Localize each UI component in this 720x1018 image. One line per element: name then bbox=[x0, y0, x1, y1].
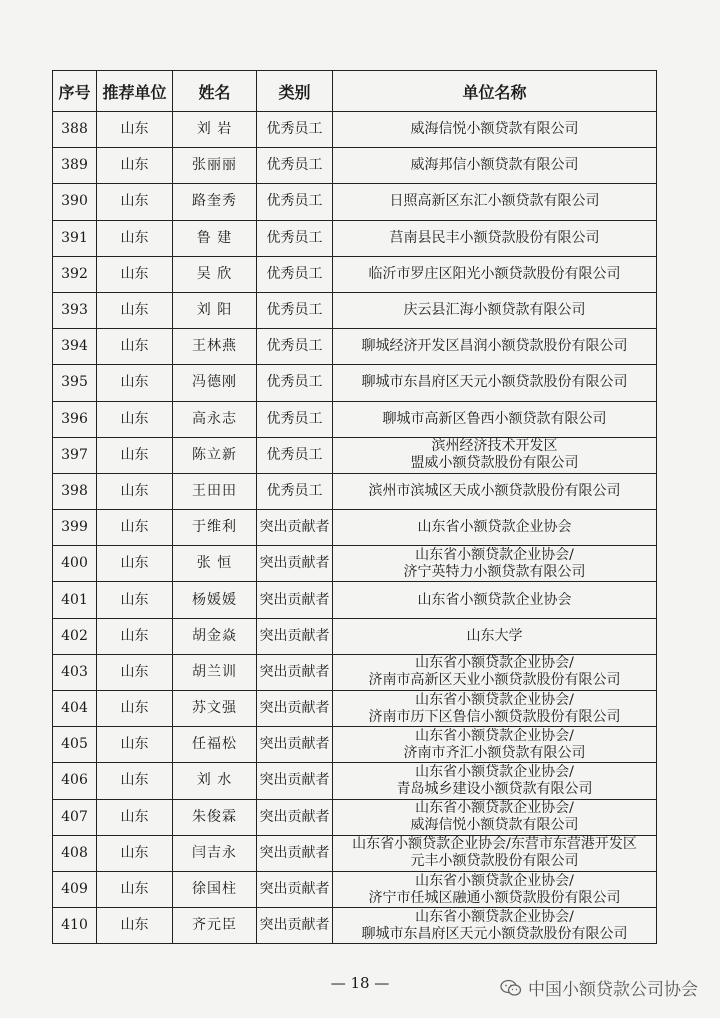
cell-organization bbox=[333, 582, 657, 618]
cell-category: 优秀员工 bbox=[257, 401, 333, 437]
cell-index: 391 bbox=[53, 220, 97, 256]
cell-name: 王田田 bbox=[173, 473, 257, 509]
cell-name: 齐元臣 bbox=[173, 908, 257, 944]
cell-organization bbox=[333, 763, 657, 799]
cell-recommending-unit: 山东 bbox=[97, 148, 173, 184]
cell-organization bbox=[333, 365, 657, 401]
cell-name: 王林燕 bbox=[173, 329, 257, 365]
organization-line: 盟威小额贷款股份有限公司 bbox=[410, 455, 579, 472]
cell-category: 优秀员工 bbox=[257, 256, 333, 292]
cell-category: 优秀员工 bbox=[257, 220, 333, 256]
table-row bbox=[53, 510, 657, 546]
cell-organization bbox=[333, 437, 657, 473]
cell-index: 408 bbox=[53, 835, 97, 871]
cell-recommending-unit: 山东 bbox=[97, 763, 173, 799]
table-row bbox=[53, 871, 657, 907]
cell-name: 杨媛媛 bbox=[173, 582, 257, 618]
cell-organization bbox=[333, 799, 657, 835]
cell-category: 突出贡献者 bbox=[257, 727, 333, 763]
organization-line: 山东省小额贷款企业协会/ bbox=[415, 872, 574, 889]
organization-line: 聊城市高新区鲁西小额贷款有限公司 bbox=[382, 410, 607, 427]
table-row bbox=[53, 799, 657, 835]
cell-name: 胡兰训 bbox=[173, 654, 257, 690]
cell-recommending-unit: 山东 bbox=[97, 329, 173, 365]
cell-name: 刘 阳 bbox=[173, 292, 257, 328]
cell-organization bbox=[333, 654, 657, 690]
organization-line: 山东省小额贷款企业协会/东营市东营港开发区 bbox=[352, 836, 637, 853]
header-name: 姓名 bbox=[173, 71, 257, 112]
organization-line: 滨州经济技术开发区 bbox=[431, 438, 558, 455]
cell-name: 胡金焱 bbox=[173, 618, 257, 654]
page-number: — 18 — bbox=[330, 974, 390, 992]
cell-category: 突出贡献者 bbox=[257, 510, 333, 546]
watermark-text: 中国小额贷款公司协会 bbox=[528, 980, 698, 1000]
cell-index: 401 bbox=[53, 582, 97, 618]
table-row bbox=[53, 727, 657, 763]
cell-recommending-unit: 山东 bbox=[97, 546, 173, 582]
table-row bbox=[53, 437, 657, 473]
table-row bbox=[53, 618, 657, 654]
cell-index: 398 bbox=[53, 473, 97, 509]
cell-organization bbox=[333, 256, 657, 292]
cell-organization bbox=[333, 401, 657, 437]
organization-line: 济南市高新区天业小额贷款股份有限公司 bbox=[368, 672, 621, 689]
organization-line: 聊城经济开发区昌润小额贷款股份有限公司 bbox=[361, 338, 628, 355]
table-row bbox=[53, 256, 657, 292]
organization-line: 莒南县民丰小额贷款股份有限公司 bbox=[389, 229, 600, 246]
cell-index: 405 bbox=[53, 727, 97, 763]
organization-line: 山东省小额贷款企业协会/ bbox=[415, 763, 574, 780]
cell-category: 突出贡献者 bbox=[257, 546, 333, 582]
cell-name: 徐国柱 bbox=[173, 871, 257, 907]
cell-name: 高永志 bbox=[173, 401, 257, 437]
cell-name: 刘 水 bbox=[173, 763, 257, 799]
cell-organization bbox=[333, 329, 657, 365]
cell-recommending-unit: 山东 bbox=[97, 184, 173, 220]
cell-recommending-unit: 山东 bbox=[97, 691, 173, 727]
cell-name: 任福松 bbox=[173, 727, 257, 763]
cell-index: 390 bbox=[53, 184, 97, 220]
cell-index: 409 bbox=[53, 871, 97, 907]
cell-category: 突出贡献者 bbox=[257, 871, 333, 907]
cell-organization bbox=[333, 510, 657, 546]
header-organization: 单位名称 bbox=[333, 71, 657, 112]
cell-category: 优秀员工 bbox=[257, 437, 333, 473]
cell-category: 优秀员工 bbox=[257, 292, 333, 328]
table-row bbox=[53, 473, 657, 509]
cell-organization bbox=[333, 618, 657, 654]
cell-organization bbox=[333, 292, 657, 328]
cell-name: 苏文强 bbox=[173, 691, 257, 727]
cell-category: 突出贡献者 bbox=[257, 908, 333, 944]
cell-name: 刘 岩 bbox=[173, 112, 257, 148]
cell-organization bbox=[333, 546, 657, 582]
cell-recommending-unit: 山东 bbox=[97, 582, 173, 618]
table-row bbox=[53, 292, 657, 328]
cell-index: 392 bbox=[53, 256, 97, 292]
wechat-icon bbox=[500, 979, 522, 997]
cell-category: 优秀员工 bbox=[257, 112, 333, 148]
table-row bbox=[53, 148, 657, 184]
table-row bbox=[53, 908, 657, 944]
header-category: 类别 bbox=[257, 71, 333, 112]
organization-line: 山东省小额贷款企业协会 bbox=[417, 591, 572, 608]
cell-name: 冯德刚 bbox=[173, 365, 257, 401]
header-recommending-unit: 推荐单位 bbox=[97, 71, 173, 112]
cell-index: 394 bbox=[53, 329, 97, 365]
watermark bbox=[500, 975, 698, 1000]
cell-recommending-unit: 山东 bbox=[97, 510, 173, 546]
organization-line: 山东省小额贷款企业协会/ bbox=[415, 908, 574, 925]
cell-index: 403 bbox=[53, 654, 97, 690]
table-row bbox=[53, 546, 657, 582]
organization-line: 滨州市滨城区天成小额贷款股份有限公司 bbox=[368, 482, 621, 499]
organization-line: 山东大学 bbox=[466, 627, 523, 644]
cell-recommending-unit: 山东 bbox=[97, 112, 173, 148]
organization-line: 山东省小额贷款企业协会/ bbox=[415, 727, 574, 744]
cell-index: 393 bbox=[53, 292, 97, 328]
organization-line: 青岛城乡建设小额贷款有限公司 bbox=[396, 780, 593, 797]
cell-category: 突出贡献者 bbox=[257, 763, 333, 799]
cell-index: 396 bbox=[53, 401, 97, 437]
organization-line: 济宁市任城区融通小额贷款股份有限公司 bbox=[368, 889, 621, 906]
cell-index: 400 bbox=[53, 546, 97, 582]
organization-line: 济宁英特力小额贷款有限公司 bbox=[403, 563, 586, 580]
cell-category: 优秀员工 bbox=[257, 365, 333, 401]
cell-recommending-unit: 山东 bbox=[97, 401, 173, 437]
cell-recommending-unit: 山东 bbox=[97, 437, 173, 473]
cell-category: 突出贡献者 bbox=[257, 618, 333, 654]
cell-recommending-unit: 山东 bbox=[97, 871, 173, 907]
cell-category: 优秀员工 bbox=[257, 329, 333, 365]
cell-category: 突出贡献者 bbox=[257, 799, 333, 835]
organization-line: 山东省小额贷款企业协会/ bbox=[415, 691, 574, 708]
cell-name: 闫吉永 bbox=[173, 835, 257, 871]
cell-index: 395 bbox=[53, 365, 97, 401]
roster-table bbox=[52, 70, 657, 944]
organization-line: 山东省小额贷款企业协会/ bbox=[415, 546, 574, 563]
organization-line: 临沂市罗庄区阳光小额贷款股份有限公司 bbox=[368, 265, 621, 282]
cell-index: 399 bbox=[53, 510, 97, 546]
cell-name: 路奎秀 bbox=[173, 184, 257, 220]
cell-organization bbox=[333, 908, 657, 944]
cell-index: 388 bbox=[53, 112, 97, 148]
organization-line: 山东省小额贷款企业协会/ bbox=[415, 800, 574, 817]
cell-index: 407 bbox=[53, 799, 97, 835]
cell-recommending-unit: 山东 bbox=[97, 908, 173, 944]
cell-recommending-unit: 山东 bbox=[97, 292, 173, 328]
cell-organization bbox=[333, 184, 657, 220]
cell-name: 张 恒 bbox=[173, 546, 257, 582]
table-row bbox=[53, 763, 657, 799]
cell-organization bbox=[333, 220, 657, 256]
organization-line: 山东省小额贷款企业协会/ bbox=[415, 655, 574, 672]
cell-recommending-unit: 山东 bbox=[97, 654, 173, 690]
organization-line: 威海信悦小额贷款有限公司 bbox=[410, 121, 579, 138]
header-index: 序号 bbox=[53, 71, 97, 112]
organization-line: 元丰小额贷款股份有限公司 bbox=[410, 853, 579, 870]
table-row bbox=[53, 401, 657, 437]
cell-name: 陈立新 bbox=[173, 437, 257, 473]
organization-line: 济南市齐汇小额贷款有限公司 bbox=[403, 744, 586, 761]
cell-organization bbox=[333, 148, 657, 184]
table-row bbox=[53, 184, 657, 220]
organization-line: 聊城市东昌府区天元小额贷款股份有限公司 bbox=[361, 374, 628, 391]
cell-name: 鲁 建 bbox=[173, 220, 257, 256]
organization-line: 山东省小额贷款企业协会 bbox=[417, 519, 572, 536]
table-row bbox=[53, 691, 657, 727]
cell-recommending-unit: 山东 bbox=[97, 256, 173, 292]
table-row bbox=[53, 220, 657, 256]
cell-category: 突出贡献者 bbox=[257, 654, 333, 690]
cell-organization bbox=[333, 871, 657, 907]
table-row bbox=[53, 112, 657, 148]
cell-recommending-unit: 山东 bbox=[97, 473, 173, 509]
cell-name: 吴 欣 bbox=[173, 256, 257, 292]
cell-category: 优秀员工 bbox=[257, 184, 333, 220]
cell-recommending-unit: 山东 bbox=[97, 835, 173, 871]
cell-organization bbox=[333, 473, 657, 509]
cell-name: 朱俊霖 bbox=[173, 799, 257, 835]
organization-line: 济南市历下区鲁信小额贷款股份有限公司 bbox=[368, 708, 621, 725]
cell-recommending-unit: 山东 bbox=[97, 799, 173, 835]
table-row bbox=[53, 365, 657, 401]
organization-line: 威海邦信小额贷款有限公司 bbox=[410, 157, 579, 174]
cell-category: 突出贡献者 bbox=[257, 691, 333, 727]
table-body bbox=[53, 112, 657, 944]
cell-category: 突出贡献者 bbox=[257, 835, 333, 871]
cell-name: 张丽丽 bbox=[173, 148, 257, 184]
cell-index: 404 bbox=[53, 691, 97, 727]
table-header-row bbox=[53, 71, 657, 112]
cell-category: 突出贡献者 bbox=[257, 582, 333, 618]
organization-line: 日照高新区东汇小额贷款有限公司 bbox=[389, 193, 600, 210]
cell-recommending-unit: 山东 bbox=[97, 618, 173, 654]
organization-line: 聊城市东昌府区天元小额贷款股份有限公司 bbox=[361, 925, 628, 942]
cell-index: 389 bbox=[53, 148, 97, 184]
table-row bbox=[53, 582, 657, 618]
table-row bbox=[53, 835, 657, 871]
table-row bbox=[53, 329, 657, 365]
cell-index: 402 bbox=[53, 618, 97, 654]
organization-line: 威海信悦小额贷款有限公司 bbox=[410, 817, 579, 834]
cell-recommending-unit: 山东 bbox=[97, 220, 173, 256]
cell-organization bbox=[333, 727, 657, 763]
cell-organization bbox=[333, 691, 657, 727]
cell-index: 406 bbox=[53, 763, 97, 799]
cell-recommending-unit: 山东 bbox=[97, 365, 173, 401]
cell-category: 优秀员工 bbox=[257, 148, 333, 184]
cell-category: 优秀员工 bbox=[257, 473, 333, 509]
cell-organization bbox=[333, 112, 657, 148]
cell-recommending-unit: 山东 bbox=[97, 727, 173, 763]
organization-line: 庆云县汇海小额贷款有限公司 bbox=[403, 302, 586, 319]
cell-index: 410 bbox=[53, 908, 97, 944]
cell-organization bbox=[333, 835, 657, 871]
table-row bbox=[53, 654, 657, 690]
cell-index: 397 bbox=[53, 437, 97, 473]
cell-name: 于维利 bbox=[173, 510, 257, 546]
